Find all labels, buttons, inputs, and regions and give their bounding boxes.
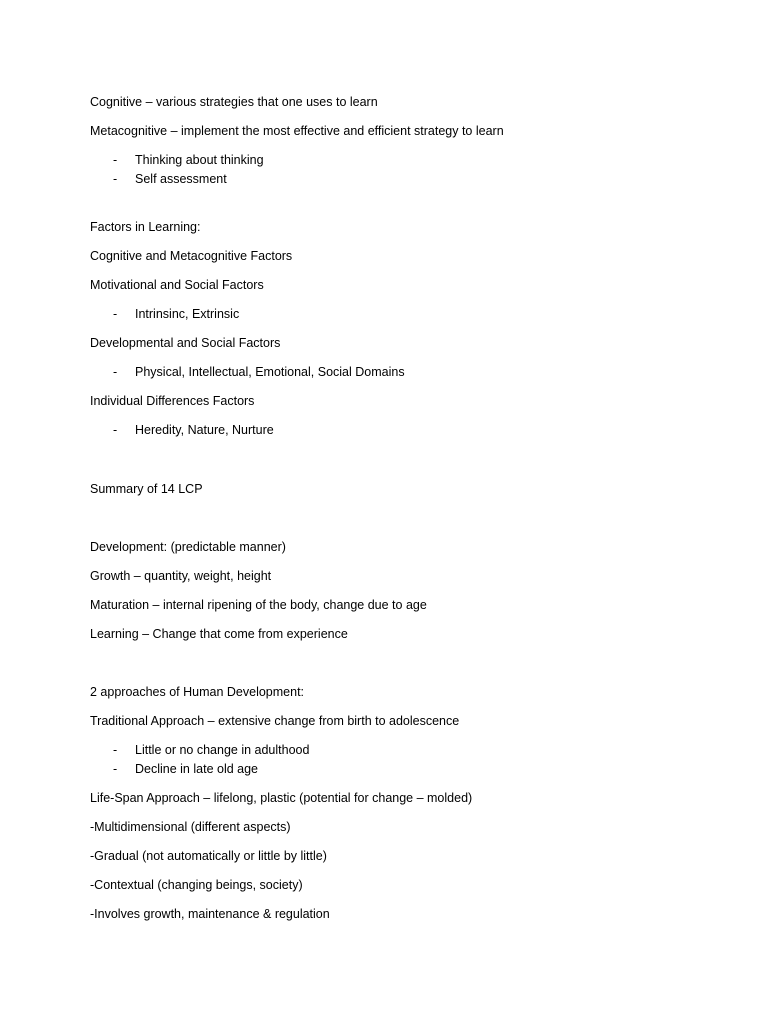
list-item (113, 152, 264, 168)
text-line: Life-Span Approach – lifelong, plastic (potential for change – molded) (90, 791, 473, 805)
list-item-text: Intrinsinc, Extrinsic (135, 307, 240, 321)
bullet-dash: - (113, 307, 118, 321)
text-line: Growth – quantity, weight, height (90, 569, 272, 583)
text-line: -Gradual (not automatically or little by little) (90, 849, 327, 863)
list-item (113, 306, 239, 322)
text-line: Individual Differences Factors (90, 394, 255, 408)
list-item-text: Decline in late old age (135, 762, 258, 776)
text-line: -Contextual (changing beings, society) (90, 878, 303, 892)
text-line: Developmental and Social Factors (90, 336, 281, 350)
bullet-dash: - (113, 762, 118, 776)
list-item-text: Heredity, Nature, Nurture (135, 423, 274, 437)
section-heading: 2 approaches of Human Development: (90, 685, 305, 699)
list-item (113, 422, 274, 438)
list-item-text: Physical, Intellectual, Emotional, Social Domains (135, 365, 405, 379)
text-line: Cognitive – various strategies that one uses to learn (90, 95, 378, 109)
text-line: -Involves growth, maintenance & regulation (90, 907, 330, 921)
list-item-text: Thinking about thinking (135, 153, 264, 167)
list-item (113, 761, 258, 777)
section-heading: Summary of 14 LCP (90, 482, 203, 496)
text-line: -Multidimensional (different aspects) (90, 820, 291, 834)
text-line: Motivational and Social Factors (90, 278, 264, 292)
list-item-text: Little or no change in adulthood (135, 743, 310, 757)
list-item (113, 364, 405, 380)
bullet-dash: - (113, 172, 118, 186)
text-line: Metacognitive – implement the most effective and efficient strategy to learn (90, 124, 504, 138)
section-heading: Factors in Learning: (90, 220, 201, 234)
list-item (113, 171, 227, 187)
text-line: Maturation – internal ripening of the body, change due to age (90, 598, 427, 612)
list-item-text: Self assessment (135, 172, 227, 186)
bullet-dash: - (113, 365, 118, 379)
text-line: Traditional Approach – extensive change from birth to adolescence (90, 714, 460, 728)
bullet-dash: - (113, 423, 118, 437)
text-line: Development: (predictable manner) (90, 540, 286, 554)
bullet-dash: - (113, 153, 118, 167)
text-line: Cognitive and Metacognitive Factors (90, 249, 293, 263)
list-item (113, 742, 309, 758)
text-line: Learning – Change that come from experience (90, 627, 348, 641)
bullet-dash: - (113, 743, 118, 757)
